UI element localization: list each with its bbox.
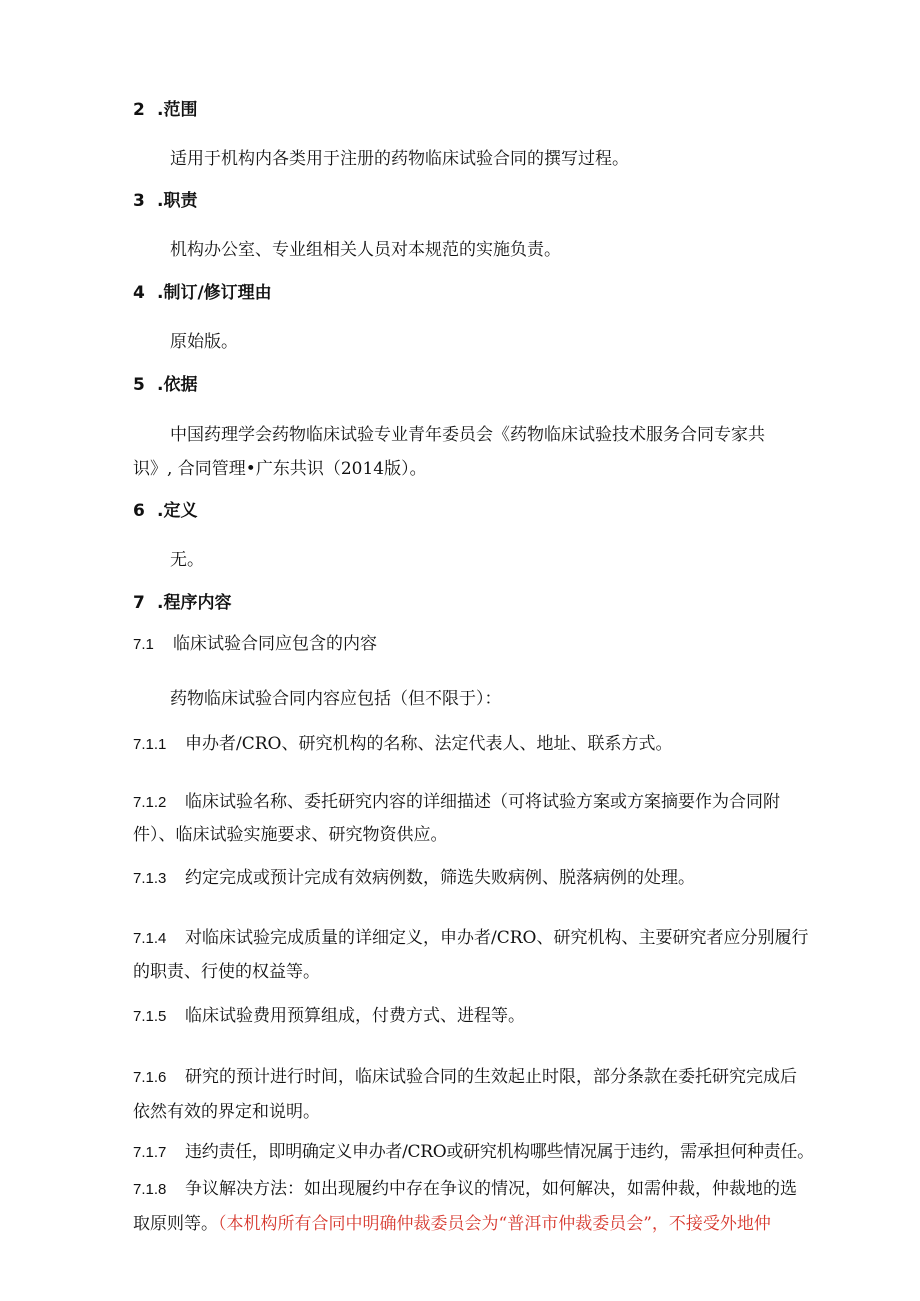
item-number: 7.1.4 — [133, 930, 167, 947]
list-item-continuation: 件）、临床试验实施要求、研究物资供应。 — [133, 825, 448, 845]
section-title: .依据 — [157, 375, 198, 395]
subsection-number: 7.1 — [133, 636, 154, 653]
section-number: 4 — [133, 283, 145, 303]
list-item — [133, 927, 808, 950]
subsection-title: 临床试验合同应包含的内容 — [173, 634, 377, 654]
list-item — [133, 1005, 525, 1028]
item-number: 7.1.5 — [133, 1008, 167, 1025]
item-text: 争议解决方法：如出现履约中存在争议的情况，如何解决，如需仲裁，仲裁地的选 — [185, 1179, 797, 1199]
section-title: .职责 — [157, 191, 198, 211]
list-item-continuation: 依然有效的界定和说明。 — [133, 1102, 320, 1122]
item-text: 研究的预计进行时间，临床试验合同的生效起止时限，部分条款在委托研究完成后 — [185, 1067, 797, 1087]
section-body-5-line1: 中国药理学会药物临床试验专业青年委员会《药物临床试验技术服务合同专家共 — [170, 425, 765, 445]
list-item — [133, 867, 695, 890]
section-title: .制订/修订理由 — [157, 283, 272, 303]
section-number: 6 — [133, 501, 145, 521]
section-title: .范围 — [157, 100, 198, 120]
section-heading-4 — [133, 282, 272, 304]
list-item-continuation — [133, 1213, 771, 1235]
section-body-5-line2: 识》, 合同管理•广东共识（2014版）。 — [133, 459, 427, 479]
section-number: 2 — [133, 100, 145, 120]
item-text: 临床试验费用预算组成，付费方式、进程等。 — [185, 1006, 525, 1026]
red-note: （本机构所有合同中明确仲裁委员会为“普洱市仲裁委员会”，不接受外地仲 — [218, 1214, 771, 1234]
section-title: .程序内容 — [157, 593, 232, 613]
item-text: 临床试验名称、委托研究内容的详细描述（可将试验方案或方案摘要作为合同附 — [185, 792, 780, 812]
item-number: 7.1.3 — [133, 870, 167, 887]
section-body-3: 机构办公室、专业组相关人员对本规范的实施负责。 — [170, 240, 561, 260]
section-heading-5 — [133, 374, 197, 396]
item-number: 7.1.8 — [133, 1181, 167, 1198]
section-number: 3 — [133, 191, 145, 211]
section-title: .定义 — [157, 501, 198, 521]
item-number: 7.1.6 — [133, 1069, 167, 1086]
list-item — [133, 1141, 814, 1164]
item-text: 对临床试验完成质量的详细定义，申办者/CRO、研究机构、主要研究者应分别履行 — [185, 928, 809, 948]
section-number: 7 — [133, 593, 145, 613]
item-number: 7.1.7 — [133, 1144, 167, 1161]
intro-paragraph: 药物临床试验合同内容应包括（但不限于）： — [170, 689, 502, 709]
section-body-6: 无。 — [170, 550, 204, 570]
item-number: 7.1.2 — [133, 794, 167, 811]
section-heading-2 — [133, 99, 197, 121]
list-item — [133, 733, 672, 756]
list-item-continuation: 的职责、行使的权益等。 — [133, 962, 320, 982]
item-text: 违约责任，即明确定义申办者/CRO或研究机构哪些情况属于违约，需承担何种责任。 — [185, 1142, 814, 1162]
section-heading-6 — [133, 500, 197, 522]
subsection-heading-7-1 — [133, 633, 377, 656]
item-number: 7.1.1 — [133, 736, 167, 753]
list-item — [133, 791, 780, 814]
section-body-2: 适用于机构内各类用于注册的药物临床试验合同的撰写过程。 — [170, 149, 629, 169]
list-item — [133, 1066, 797, 1089]
section-heading-7 — [133, 592, 231, 614]
item-text: 取原则等。 — [133, 1214, 218, 1234]
item-text: 约定完成或预计完成有效病例数，筛选失败病例、脱落病例的处理。 — [185, 868, 695, 888]
section-body-4: 原始版。 — [170, 332, 238, 352]
section-number: 5 — [133, 375, 145, 395]
list-item — [133, 1178, 797, 1201]
item-text: 申办者/CRO、研究机构的名称、法定代表人、地址、联系方式。 — [185, 734, 673, 754]
section-heading-3 — [133, 190, 197, 212]
